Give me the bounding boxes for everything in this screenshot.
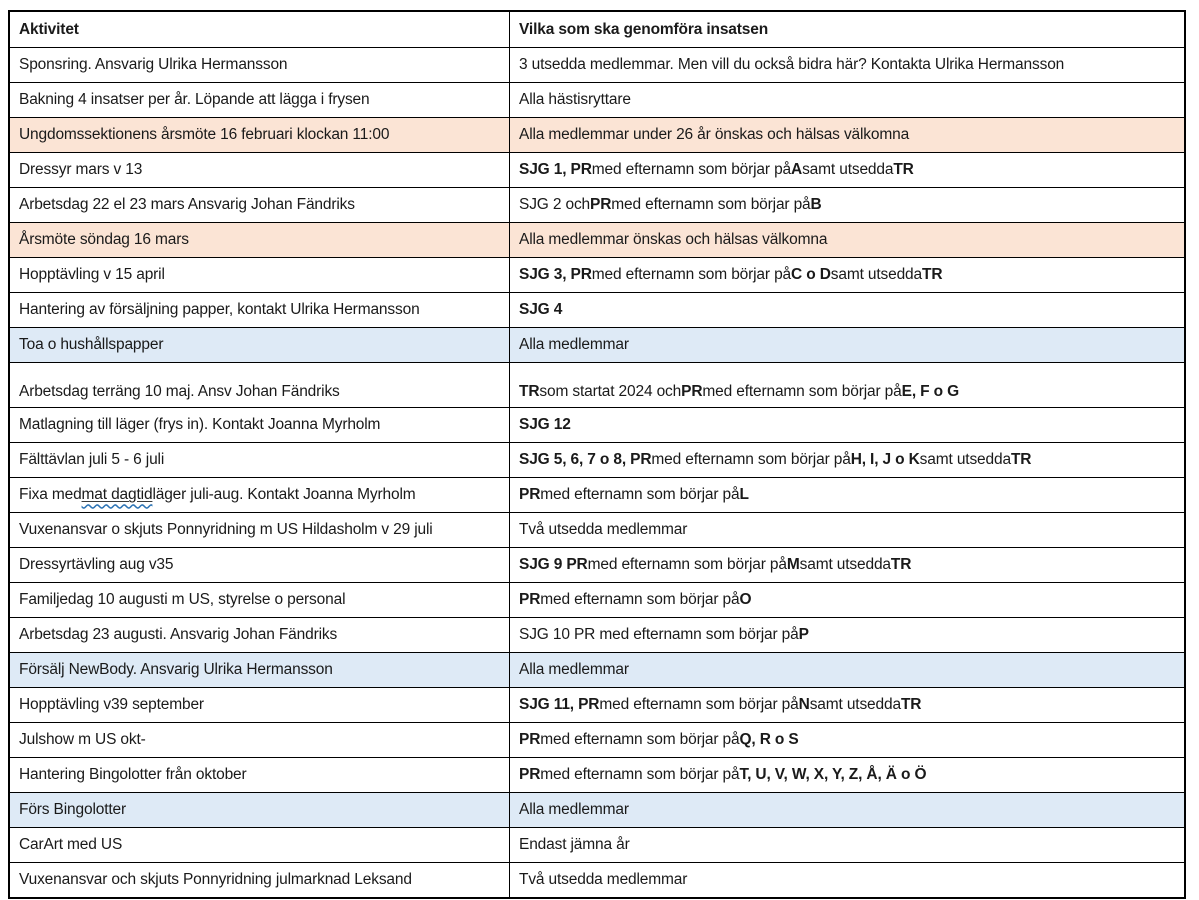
text: Två utsedda medlemmar <box>519 521 688 539</box>
text: med efternamn som börjar på <box>702 382 902 400</box>
bold-text: PR <box>519 766 541 784</box>
text: SJG 2 och <box>519 196 591 214</box>
bold-text: SJG 11, PR <box>519 696 600 714</box>
bold-text: SJG 9 PR <box>519 556 588 574</box>
bold-text: PR <box>519 591 541 609</box>
text: Årsmöte söndag 16 mars <box>19 231 189 249</box>
activity-cell <box>10 188 509 222</box>
activity-cell <box>10 723 509 757</box>
text: Alla medlemmar <box>519 801 629 819</box>
text: Fixa med <box>19 486 82 504</box>
text: som startat 2024 och <box>539 382 682 400</box>
bold-text: Q, R o S <box>739 731 799 749</box>
text: Matlagning till läger (frys in). Kontakt Joanna Myrholm <box>19 416 381 434</box>
bold-text: C o D <box>791 266 831 284</box>
who-cell <box>509 83 1184 117</box>
activity-cell <box>10 293 509 327</box>
text: med efternamn som börjar på <box>540 486 740 504</box>
text: med efternamn som börjar på <box>591 266 792 284</box>
who-cell <box>509 328 1184 362</box>
text: samt utsedda <box>802 161 894 179</box>
table-row <box>10 152 1184 187</box>
who-cell <box>509 653 1184 687</box>
table-row <box>10 292 1184 327</box>
table-row <box>10 862 1184 897</box>
table-row <box>10 47 1184 82</box>
bold-text: H, I, J o K <box>850 451 920 469</box>
who-cell <box>509 793 1184 827</box>
text: Toa o hushållspapper <box>19 336 164 354</box>
table-row <box>10 687 1184 722</box>
text: Vuxenansvar o skjuts Ponnyridning m US Hildasholm v 29 juli <box>19 521 433 539</box>
table-row <box>10 547 1184 582</box>
activity-cell <box>10 583 509 617</box>
spellcheck-underline <box>82 486 153 503</box>
who-cell <box>509 758 1184 792</box>
text: Alla medlemmar under 26 år önskas och hälsas välkomna <box>519 126 910 144</box>
who-cell <box>509 618 1184 652</box>
text: med efternamn som börjar på <box>540 591 740 609</box>
text: Alla medlemmar önskas och hälsas välkomna <box>519 231 828 249</box>
who-cell <box>509 863 1184 897</box>
text: samt utsedda <box>919 451 1011 469</box>
who-cell <box>509 153 1184 187</box>
who-cell <box>509 118 1184 152</box>
table-row <box>10 117 1184 152</box>
who-cell <box>509 443 1184 477</box>
table-row <box>10 792 1184 827</box>
bold-text: SJG 12 <box>519 416 571 434</box>
column-header-aktivitet: Aktivitet <box>19 20 79 38</box>
activity-cell <box>10 408 509 442</box>
table-row <box>10 257 1184 292</box>
who-cell <box>509 478 1184 512</box>
activity-cell <box>10 328 509 362</box>
bold-text: B <box>810 196 822 214</box>
text: Alla hästisryttare <box>519 91 631 109</box>
bold-text: L <box>739 486 749 504</box>
bold-text: M <box>786 556 800 574</box>
table-row <box>10 582 1184 617</box>
text: Familjedag 10 augusti m US, styrelse o personal <box>19 591 346 609</box>
bold-text: PR <box>590 196 612 214</box>
activity-table <box>8 10 1186 899</box>
text: samt utsedda <box>799 556 891 574</box>
who-cell <box>509 258 1184 292</box>
bold-text: TR <box>900 696 922 714</box>
activity-cell <box>10 118 509 152</box>
activity-cell <box>10 653 509 687</box>
text: Alla medlemmar <box>519 336 629 354</box>
underlined-text: mat dagtid <box>81 486 153 504</box>
table-row <box>10 222 1184 257</box>
bold-text: E, F o G <box>901 382 959 400</box>
bold-text: TR <box>893 161 914 179</box>
who-cell <box>509 688 1184 722</box>
activity-cell <box>10 363 509 407</box>
text: läger juli-aug. Kontakt Joanna Myrholm <box>152 486 416 504</box>
activity-cell <box>10 443 509 477</box>
activity-cell <box>10 223 509 257</box>
table-row <box>10 722 1184 757</box>
text: Julshow m US okt- <box>19 731 146 749</box>
activity-cell <box>10 48 509 82</box>
text: Försälj NewBody. Ansvarig Ulrika Hermansson <box>19 661 333 679</box>
bold-text: SJG 5, 6, 7 o 8, PR <box>519 451 652 469</box>
text: Fälttävlan juli 5 - 6 juli <box>19 451 165 469</box>
text: Hantering Bingolotter från oktober <box>19 766 247 784</box>
text: CarArt med US <box>19 836 123 854</box>
text: Arbetsdag 23 augusti. Ansvarig Johan Fändriks <box>19 626 338 644</box>
bold-text: PR <box>519 731 541 749</box>
text: Dressyr mars v 13 <box>19 161 143 179</box>
text: Arbetsdag 22 el 23 mars Ansvarig Johan Fändriks <box>19 196 355 214</box>
table-row <box>10 757 1184 792</box>
bold-text: TR <box>890 556 912 574</box>
activity-cell <box>10 513 509 547</box>
bold-text: P <box>798 626 809 644</box>
text: Arbetsdag terräng 10 maj. Ansv Johan Fändriks <box>19 382 340 400</box>
table-row <box>10 187 1184 222</box>
who-cell <box>509 363 1184 407</box>
activity-cell <box>10 688 509 722</box>
table-row <box>10 652 1184 687</box>
text: Två utsedda medlemmar <box>519 871 688 889</box>
who-cell <box>509 548 1184 582</box>
text: Vuxenansvar och skjuts Ponnyridning julmarknad Leksand <box>19 871 412 889</box>
text: Hantering av försäljning papper, kontakt Ulrika Hermansson <box>19 301 420 319</box>
bold-text: SJG 4 <box>519 301 563 319</box>
text: Sponsring. Ansvarig Ulrika Hermansson <box>19 56 288 74</box>
bold-text: O <box>739 591 752 609</box>
table-row <box>10 477 1184 512</box>
who-cell <box>509 513 1184 547</box>
activity-cell <box>10 478 509 512</box>
text: Endast jämna år <box>519 836 630 854</box>
who-cell <box>509 223 1184 257</box>
activity-cell <box>10 758 509 792</box>
text: med efternamn som börjar på <box>540 766 740 784</box>
activity-cell <box>10 153 509 187</box>
text: Ungdomssektionens årsmöte 16 februari klockan 11:00 <box>19 126 390 144</box>
activity-cell <box>10 618 509 652</box>
bold-text: SJG 3, PR <box>519 266 592 284</box>
table-header-row <box>10 12 1184 47</box>
table-row <box>10 327 1184 362</box>
who-cell <box>509 828 1184 862</box>
text: samt utsedda <box>830 266 923 284</box>
bold-text: PR <box>519 486 541 504</box>
text: med efternamn som börjar på <box>587 556 787 574</box>
bold-text: N <box>798 696 810 714</box>
activity-cell <box>10 548 509 582</box>
text: samt utsedda <box>809 696 901 714</box>
who-cell <box>509 188 1184 222</box>
text: med efternamn som börjar på <box>591 161 792 179</box>
text: med efternamn som börjar på <box>611 196 811 214</box>
activity-cell <box>10 258 509 292</box>
who-cell <box>509 723 1184 757</box>
text: SJG 10 PR med efternamn som börjar på <box>519 626 799 644</box>
table-row <box>10 407 1184 442</box>
text: med efternamn som börjar på <box>651 451 851 469</box>
table-row <box>10 442 1184 477</box>
activity-table-body <box>10 47 1184 897</box>
text: med efternamn som börjar på <box>540 731 740 749</box>
activity-cell <box>10 83 509 117</box>
table-row <box>10 617 1184 652</box>
who-cell <box>509 408 1184 442</box>
activity-cell <box>10 793 509 827</box>
who-cell <box>509 293 1184 327</box>
activity-cell <box>10 828 509 862</box>
text: Hopptävling v39 september <box>19 696 204 714</box>
bold-text: A <box>791 161 803 179</box>
bold-text: TR <box>1010 451 1032 469</box>
text: med efternamn som börjar på <box>599 696 799 714</box>
table-row <box>10 827 1184 862</box>
bold-text: SJG 1, PR <box>519 161 592 179</box>
text: Hopptävling v 15 april <box>19 266 165 284</box>
who-cell <box>509 583 1184 617</box>
bold-text: TR <box>519 382 540 400</box>
text: Dressyrtävling aug v35 <box>19 556 174 574</box>
text: Förs Bingolotter <box>19 801 127 819</box>
table-row <box>10 82 1184 117</box>
bold-text: TR <box>922 266 943 284</box>
text: Alla medlemmar <box>519 661 629 679</box>
bold-text: T, U, V, W, X, Y, Z, Å, Ä o Ö <box>739 766 927 784</box>
text: 3 utsedda medlemmar. Men vill du också bidra här? Kontakta Ulrika Hermansson <box>519 56 1065 74</box>
table-row <box>10 362 1184 407</box>
table-row <box>10 512 1184 547</box>
activity-cell <box>10 863 509 897</box>
column-header-vilka-som-ska-genomfora-insatsen: Vilka som ska genomföra insatsen <box>509 12 1184 47</box>
bold-text: PR <box>681 382 703 400</box>
who-cell <box>509 48 1184 82</box>
text: Bakning 4 insatser per år. Löpande att lägga i frysen <box>19 91 370 109</box>
